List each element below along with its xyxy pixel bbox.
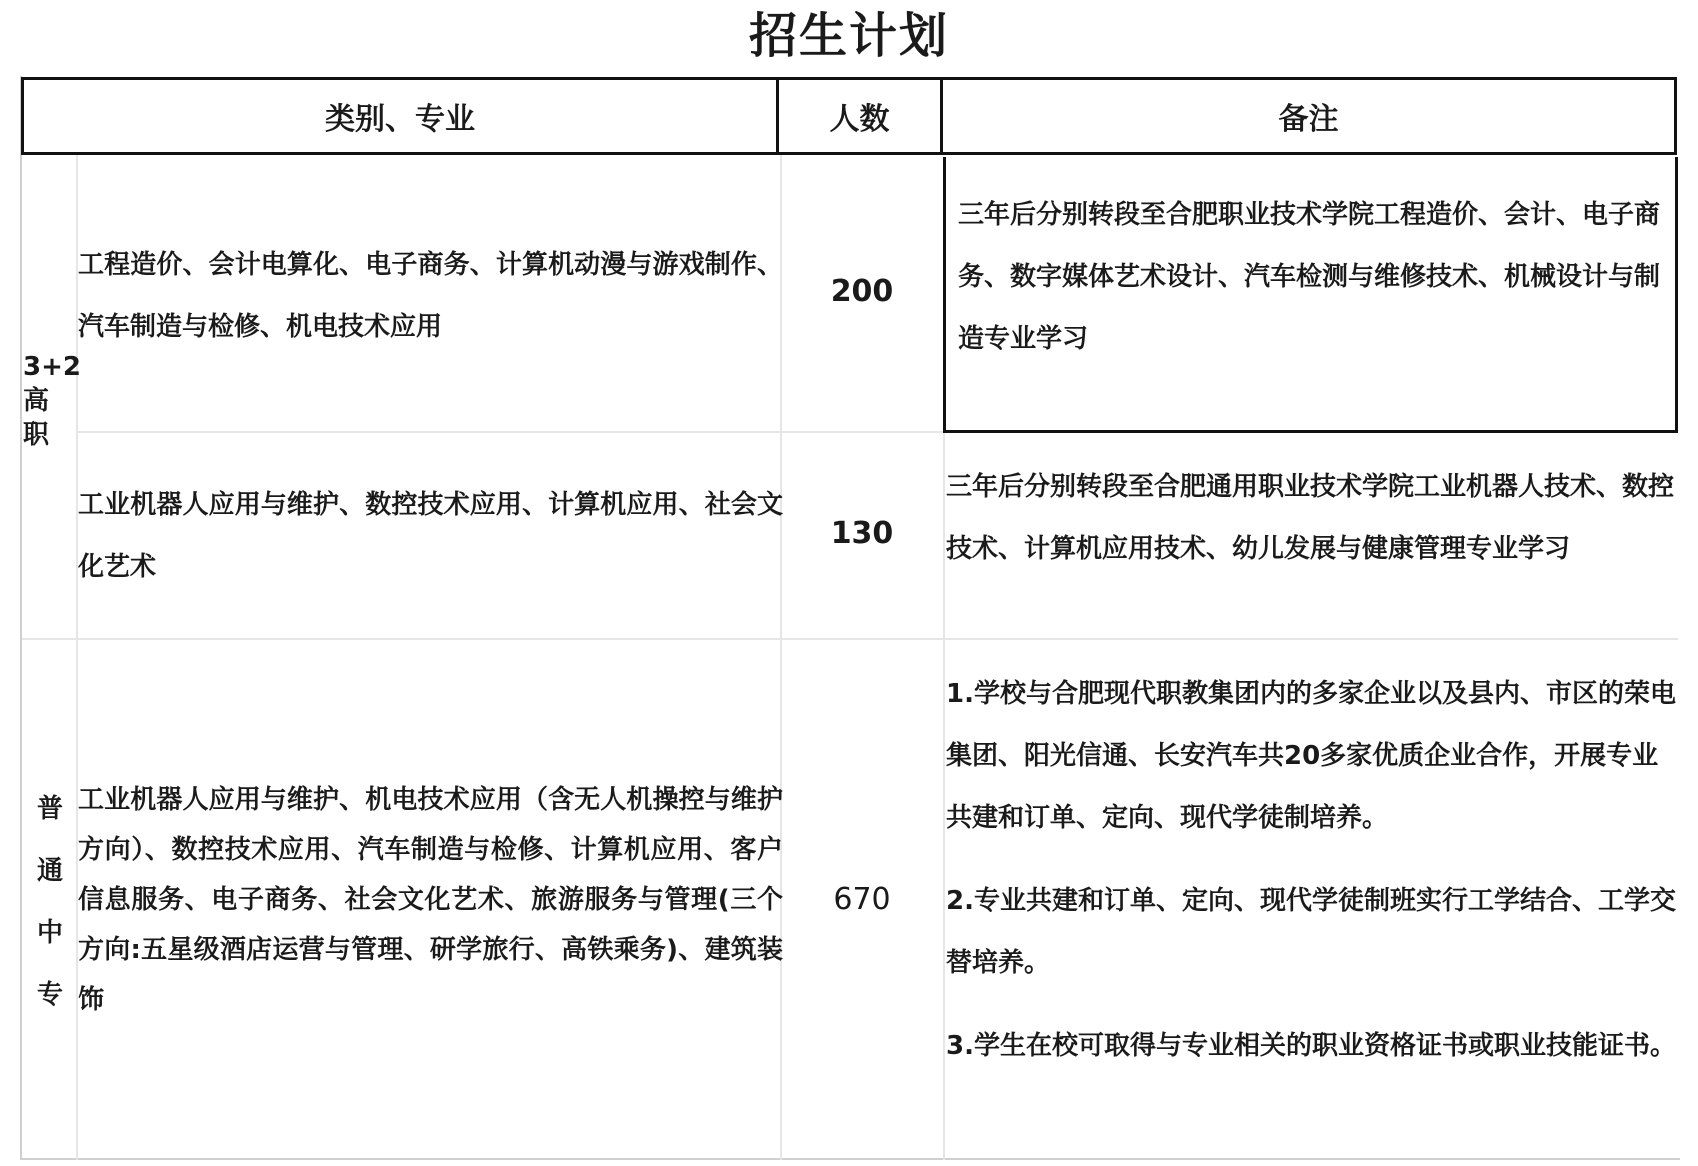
row-1-note: 三年后分别转段至合肥职业技术学院工程造价、会计、电子商务、数字媒体艺术设计、汽车检测与维修技术、机械设计与制造专业学习 xyxy=(958,200,1661,354)
divider xyxy=(76,431,943,433)
category-label-1 xyxy=(23,350,81,452)
row-1-majors: 工程造价、会计电算化、电子商务、计算机动漫与游戏制作、汽车制造与检修、机电技术应用 xyxy=(78,250,783,342)
header-note: 备注 xyxy=(1278,102,1339,137)
row-3-majors: 工业机器人应用与维护、机电技术应用（含无人机操控与维护方向）、数控技术应用、汽车制造与检修、计算机应用、客户信息服务、电子商务、社会文化艺术、旅游服务与管理(三个方向:五星级酒店运营与管理、研学旅行、高铁乘务)、建筑装饰 xyxy=(78,785,783,1015)
category-line: 职 xyxy=(23,420,50,450)
category-line: 3+2 xyxy=(23,352,81,382)
category-line: 中 xyxy=(36,918,63,948)
divider xyxy=(22,638,1678,640)
row-3-note-2: 2.专业共建和订单、定向、现代学徒制班实行工学结合、工学交替培养。 xyxy=(946,886,1676,978)
category-label-2 xyxy=(28,778,72,1026)
category-line: 通 xyxy=(36,856,63,886)
category-line: 高 xyxy=(23,386,50,416)
row-2-majors: 工业机器人应用与维护、数控技术应用、计算机应用、社会文化艺术 xyxy=(78,490,783,582)
row-3-note-1: 1.学校与合肥现代职教集团内的多家企业以及县内、市区的荣电集团、阳光信通、长安汽车共20多家优质企业合作，开展专业共建和订单、定向、现代学徒制培养。 xyxy=(946,679,1676,833)
category-line: 专 xyxy=(36,980,63,1010)
header-count: 人数 xyxy=(779,80,943,152)
row-2-count: 130 xyxy=(830,516,894,551)
page-title: 招生计划 xyxy=(748,8,949,64)
row-1-count: 200 xyxy=(830,274,894,309)
row-2-note: 三年后分别转段至合肥通用职业技术学院工业机器人技术、数控技术、计算机应用技术、幼儿发展与健康管理专业学习 xyxy=(946,472,1675,564)
category-line: 普 xyxy=(36,794,63,824)
row-3-note-3: 3.学生在校可取得与专业相关的职业资格证书或职业技能证书。 xyxy=(946,1031,1676,1061)
header-major: 类别、专业 xyxy=(24,80,779,152)
divider xyxy=(943,433,945,1160)
row-3-count: 670 xyxy=(833,882,891,917)
table-header xyxy=(21,77,1677,155)
